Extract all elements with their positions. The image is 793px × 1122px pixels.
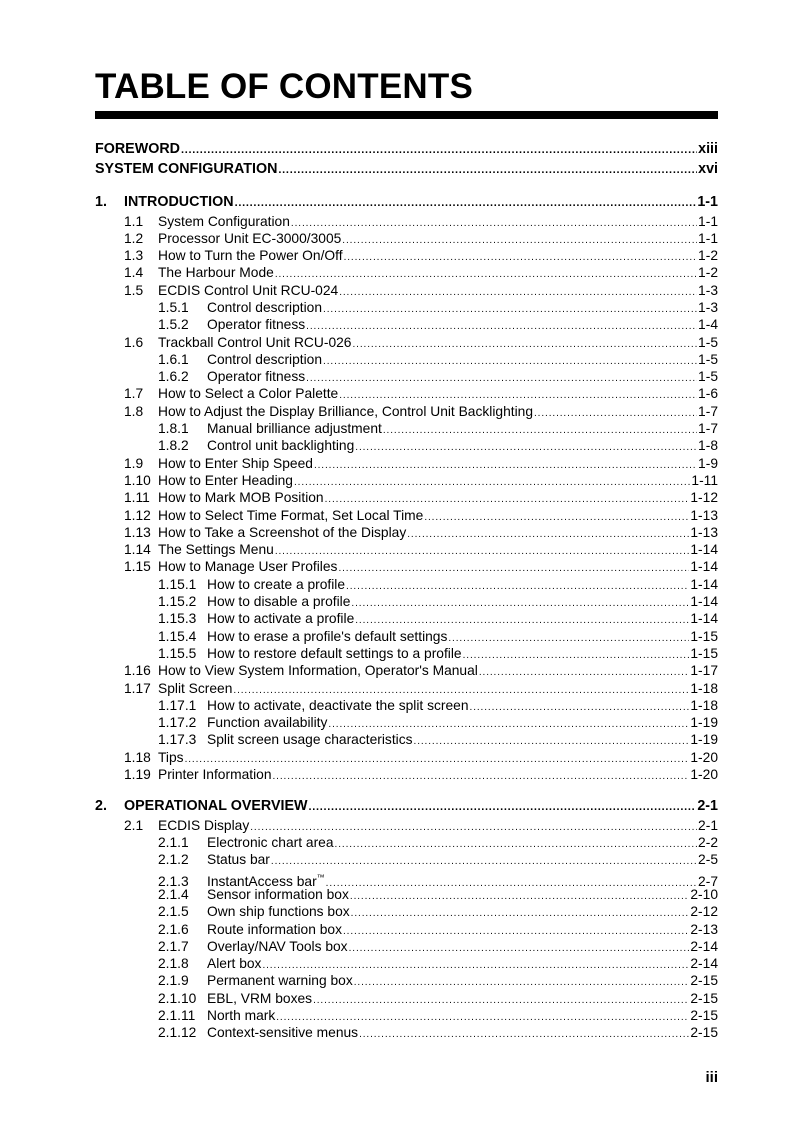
toc-entry[interactable] [95,455,718,472]
page-number: iii [705,1069,718,1086]
toc-entry-title: Control unit backlighting [207,438,355,454]
toc-entry[interactable] [95,610,718,627]
toc-entry[interactable] [95,903,718,920]
dot-leader [273,768,690,785]
toc-entry[interactable] [95,247,718,264]
toc-entry[interactable] [95,972,718,989]
toc-entry[interactable] [95,731,718,748]
toc-entry-number: 1.6.2 [158,369,189,385]
toc-entry-number: 2.1.11 [158,1008,196,1024]
toc-entry-number: 1.7 [124,386,144,402]
toc-entry-number: 1.11 [124,490,150,506]
toc-entry-number: 1.15.1 [158,576,197,592]
dot-leader [235,194,697,214]
toc-entry-page: 1-15 [690,628,718,644]
toc-entry-number: 1.8.1 [158,421,189,437]
toc-entry-title: How to activate a profile [207,611,355,627]
toc-entry-number: 1.15 [124,559,151,575]
toc-entry-title: Status bar [207,852,270,868]
toc-entry-page: 1-19 [690,715,718,731]
toc-entry-page: 2-15 [690,1008,718,1024]
toc-entry-page: 1-14 [690,576,718,592]
dot-leader [339,284,697,301]
dot-leader [448,630,689,647]
dot-leader [349,940,690,957]
table-of-contents [95,140,718,1042]
toc-entry-number: 1.15.2 [158,594,197,610]
toc-entry-page: 2-15 [690,990,718,1006]
toc-entry-page: 1-14 [690,594,718,610]
toc-entry-page: 1-8 [698,438,718,454]
toc-entry[interactable] [95,213,718,230]
toc-entry-title: How to View System Information, Operator's Manual [158,663,478,679]
toc-entry[interactable] [95,1024,718,1041]
toc-entry[interactable] [95,420,718,437]
toc-chapter[interactable] [95,797,718,817]
toc-entry[interactable] [95,558,718,575]
dot-leader [181,141,697,161]
toc-entry[interactable] [95,230,718,247]
dot-leader [383,422,697,439]
dot-leader [359,1026,689,1043]
toc-entry-title: Control description [207,351,323,367]
toc-entry-title: The Harbour Mode [158,265,274,281]
toc-entry-title: Processor Unit EC-3000/3005 [158,230,342,246]
toc-chapter[interactable] [95,193,718,213]
toc-entry[interactable] [95,541,718,558]
toc-entry[interactable] [95,714,718,731]
toc-entry-page: xiii [698,141,718,157]
toc-entry-title: How to activate, deactivate the split screen [207,697,469,713]
dot-leader [355,439,697,456]
toc-entry-title: How to Enter Heading [158,472,293,488]
toc-entry-number: 1.17 [124,680,151,696]
dot-leader [414,733,690,750]
toc-entry-number: 2.1.12 [158,1025,197,1041]
dot-leader [343,923,689,940]
dot-leader [323,301,697,318]
toc-entry-title: Context-sensitive menus [207,1025,359,1041]
toc-entry-page: 1-7 [698,403,718,419]
toc-entry-number: 1.3 [124,248,144,264]
toc-entry-number: 1.8.2 [158,438,189,454]
toc-entry-title: ECDIS Control Unit RCU-024 [158,282,339,298]
toc-entry-page: 1-5 [698,369,718,385]
toc-entry-page: 2-7 [698,873,718,889]
toc-entry-number: 1.15.3 [158,611,197,627]
toc-entry-number: 2.1.7 [158,938,189,954]
toc-entry-title: Own ship functions box [207,904,350,920]
toc-entry-page: 1-18 [690,680,718,696]
dot-leader [335,836,698,853]
toc-entry-title: Operator fitness [207,317,306,333]
toc-entry-number: 2.1.2 [158,852,189,868]
toc-entry-page: 2-12 [690,904,718,920]
toc-entry-title: How to restore default settings to a profile [207,645,462,661]
toc-entry-number: 1.6 [124,334,144,350]
toc-entry[interactable] [95,955,718,972]
toc-entry[interactable] [95,593,718,610]
toc-entry-number: 1.14 [124,542,151,558]
toc-entry-page: 1-7 [698,421,718,437]
trademark-symbol: ™ [316,872,325,882]
toc-entry-page: 1-15 [690,645,718,661]
toc-entry-page: 1-1 [698,213,718,229]
toc-entry-page: 1-9 [698,455,718,471]
toc-entry-title: North mark [207,1008,276,1024]
toc-entry-number: 1.10 [124,472,151,488]
toc-entry[interactable] [95,886,718,903]
toc-entry-number: 1. [95,194,107,210]
toc-entry[interactable] [95,990,718,1007]
toc-entry-number: 1.15.5 [158,645,197,661]
dot-leader [346,578,689,595]
toc-entry-title: INTRODUCTION [124,194,234,210]
toc-entry[interactable] [95,834,718,851]
toc-entry-title: How to Select a Color Palette [158,386,339,402]
toc-entry-page: 2-15 [690,973,718,989]
toc-entry[interactable] [95,472,718,489]
toc-entry-number: 1.9 [124,455,144,471]
toc-entry-title: How to Manage User Profiles [158,559,338,575]
toc-entry-title: Split screen usage characteristics [207,732,413,748]
toc-entry-title: EBL, VRM boxes [207,990,313,1006]
toc-entry[interactable] [95,403,718,420]
toc-entry-title: How to Adjust the Display Brilliance, Control Unit Backlighting [158,403,533,419]
dot-leader [350,888,689,905]
toc-entry-number: 2.1.6 [158,921,189,937]
dot-leader [338,560,689,577]
toc-entry[interactable] [95,766,718,783]
toc-entry[interactable] [95,524,718,541]
toc-entry-number: 2.1.4 [158,886,189,902]
dot-leader [534,405,697,422]
toc-entry-title: System Configuration [158,213,290,229]
toc-entry-title: How to erase a profile's default settings [207,628,448,644]
page-title: TABLE OF CONTENTS [95,67,474,106]
toc-entry-page: 1-20 [690,767,718,782]
dot-leader [313,992,689,1009]
toc-entry-page: 2-10 [690,886,718,902]
toc-entry-page: 1-18 [690,697,718,713]
toc-entry-page: 2-14 [690,956,718,972]
toc-entry-number: 1.5.2 [158,317,189,333]
toc-entry-number: 1.12 [124,507,151,523]
toc-entry-page: 1-11 [691,472,718,488]
toc-entry-page: 1-1 [697,194,718,210]
dot-leader [314,457,697,474]
toc-entry-number: 1.13 [124,524,151,540]
toc-entry-number: 1.8 [124,403,144,419]
dot-leader [271,853,697,870]
toc-entry-title: Operator fitness [207,369,306,385]
toc-entry-title: How to Select Time Format, Set Local Time [158,507,424,523]
dot-leader [352,336,697,353]
toc-entry[interactable] [95,334,718,351]
dot-leader [306,318,697,335]
dot-leader [278,161,697,181]
toc-entry-page: 2-1 [698,817,718,833]
toc-front-matter[interactable] [95,140,718,160]
toc-entry-title: Function availability [207,715,328,731]
toc-entry-page: 2-13 [690,921,718,937]
dot-leader [351,905,690,922]
dot-leader [470,699,690,716]
toc-entry-title: How to Turn the Power On/Off [158,248,343,264]
toc-entry-title: ECDIS Display [158,817,250,833]
toc-entry[interactable] [95,437,718,454]
toc-entry-title: The Settings Menu [158,542,274,558]
dot-leader [294,474,690,491]
dot-leader [479,664,690,681]
dot-leader [342,232,697,249]
toc-entry[interactable] [95,921,718,938]
toc-entry-page: 1-19 [690,732,718,748]
toc-entry[interactable] [95,869,718,889]
toc-entry[interactable] [95,264,718,281]
toc-entry-title: Alert box [207,956,262,972]
toc-entry-page: 2-15 [690,1025,718,1041]
toc-entry-page: 1-12 [690,490,718,506]
toc-entry-number: 1.17.2 [158,715,197,731]
toc-entry-number: 1.4 [124,265,144,281]
toc-entry-title: Manual brilliance adjustment [207,421,382,437]
toc-entry-number: 2.1.9 [158,973,189,989]
dot-leader [291,215,697,232]
toc-entry[interactable] [95,938,718,955]
dot-leader [424,509,689,526]
toc-front-matter[interactable] [95,160,718,180]
toc-entry-title: FOREWORD [95,141,180,157]
toc-entry-title: How to Take a Screenshot of the Display [158,524,407,540]
toc-entry[interactable] [95,851,718,868]
toc-entry-number: 2.1 [124,817,144,833]
dot-leader [354,974,690,991]
toc-entry[interactable] [95,1007,718,1024]
toc-entry-number: 1.17.3 [158,732,197,748]
dot-leader [309,798,697,818]
toc-entry[interactable] [95,316,718,333]
toc-entry-title: Tips [158,749,184,765]
toc-entry[interactable] [95,385,718,402]
toc-entry-page: 1-3 [698,299,718,315]
toc-entry-page: 2-1 [697,798,718,815]
toc-entry[interactable] [95,749,718,766]
dot-leader [351,595,689,612]
toc-entry-page: 1-5 [698,334,718,350]
toc-entry-number: 1.17.1 [158,697,197,713]
toc-entry-title: Split Screen [158,680,233,696]
dot-leader [463,647,690,664]
dot-leader [323,353,697,370]
toc-entry-title: Trackball Control Unit RCU-026 [158,334,352,350]
toc-entry-number: 2.1.8 [158,956,189,972]
toc-entry-page: 1-3 [698,282,718,298]
dot-leader [306,370,697,387]
toc-entry-number: 2.1.10 [158,990,197,1006]
toc-entry-number: 1.16 [124,663,151,679]
toc-entry-number: 2.1.3 [158,873,189,889]
toc-entry-page: 1-14 [690,559,718,575]
toc-entry-page: 1-17 [690,663,718,679]
dot-leader [407,526,689,543]
toc-entry-title: Electronic chart area [207,835,334,851]
toc-entry-page: 2-14 [690,938,718,954]
toc-entry-page: 1-1 [698,230,718,246]
toc-entry-title: Route information box [207,921,342,937]
toc-entry[interactable] [95,282,718,299]
toc-entry-page: xvi [698,160,718,177]
toc-entry-title: Sensor information box [207,886,349,902]
toc-entry-number: 1.18 [124,749,151,765]
toc-entry[interactable] [95,507,718,524]
toc-entry[interactable] [95,662,718,679]
toc-entry-title: How to disable a profile [207,594,351,610]
dot-leader [344,249,697,266]
toc-entry[interactable] [95,817,718,834]
toc-entry-page: 1-6 [698,386,718,402]
toc-entry-page: 2-2 [698,835,718,851]
toc-entry-number: 1.19 [124,767,151,782]
toc-entry-title: InstantAccess bar™ [207,872,325,889]
toc-entry[interactable] [95,368,718,385]
toc-entry[interactable] [95,489,718,506]
title-rule [95,111,718,119]
toc-entry[interactable] [95,697,718,714]
toc-entry[interactable] [95,576,718,593]
toc-entry[interactable] [95,628,718,645]
toc-entry-number: 2. [95,798,107,815]
toc-entry[interactable] [95,645,718,662]
toc-entry-title: Control description [207,299,323,315]
toc-entry-title: How to Mark MOB Position [158,490,324,506]
toc-entry-number: 1.15.4 [158,628,197,644]
toc-entry-page: 1-2 [698,265,718,281]
toc-entry-page: 1-13 [690,507,718,523]
toc-entry-page: 1-4 [698,317,718,333]
toc-entry-number: 1.2 [124,230,144,246]
toc-entry-page: 1-20 [690,749,718,765]
toc-entry-number: 1.5.1 [158,299,189,315]
toc-entry-page: 1-2 [698,248,718,264]
toc-entry-page: 1-5 [698,351,718,367]
toc-entry-title: Overlay/NAV Tools box [207,938,348,954]
toc-entry[interactable] [95,680,718,697]
toc-entry[interactable] [95,299,718,316]
toc-entry-title: Permanent warning box [207,973,353,989]
toc-entry-number: 1.5 [124,282,144,298]
toc-entry-title: How to Enter Ship Speed [158,455,313,471]
toc-entry-title: SYSTEM CONFIGURATION [95,160,278,177]
toc-entry-page: 1-13 [690,524,718,540]
toc-entry-title: OPERATIONAL OVERVIEW [124,798,308,815]
toc-entry-number: 2.1.1 [158,835,189,851]
toc-entry-number: 2.1.5 [158,904,189,920]
toc-entry-page: 1-14 [690,542,718,558]
toc-entry[interactable] [95,351,718,368]
toc-entry-number: 1.6.1 [158,351,189,367]
toc-entry-page: 2-5 [698,852,718,868]
toc-entry-title: How to create a profile [207,576,346,592]
toc-entry-page: 1-14 [690,611,718,627]
toc-entry-number: 1.1 [124,213,144,229]
toc-entry-title: Printer Information [158,767,272,782]
